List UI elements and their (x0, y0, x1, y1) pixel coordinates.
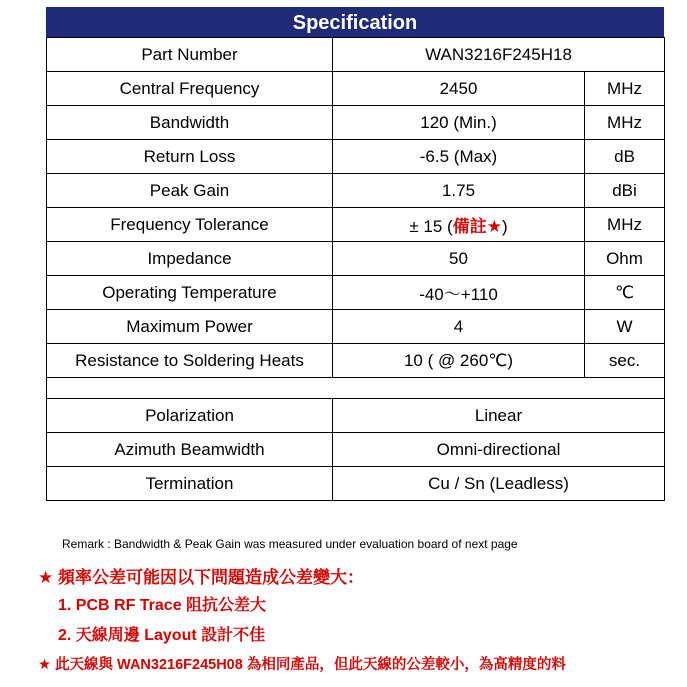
value-cell: -6.5 (Max) (333, 140, 585, 174)
value-cell: WAN3216F245H18 (333, 38, 665, 72)
table-row (47, 72, 665, 106)
unit-cell: ℃ (585, 276, 665, 310)
param-cell: Operating Temperature (47, 276, 333, 310)
table-row (47, 140, 665, 174)
unit-cell: sec. (585, 344, 665, 378)
table-row (47, 276, 665, 310)
param-cell: Azimuth Beamwidth (47, 433, 333, 467)
value-suffix: ) (501, 217, 508, 236)
value-cell: -40～+110 (333, 276, 585, 310)
unit-cell: dBi (585, 174, 665, 208)
value-cell: 4 (333, 310, 585, 344)
table-row (47, 174, 665, 208)
table-row (47, 310, 665, 344)
spacer-row (47, 378, 665, 399)
value-cell (333, 208, 585, 242)
star-icon: ★ (38, 568, 54, 587)
unit-cell: MHz (585, 208, 665, 242)
param-cell: Resistance to Soldering Heats (47, 344, 333, 378)
table-row (47, 242, 665, 276)
spec-grid (46, 37, 665, 501)
value-cell: Cu / Sn (Leadless) (333, 467, 665, 501)
param-cell: Peak Gain (47, 174, 333, 208)
specification-table (46, 7, 664, 501)
note-text: 頻率公差可能因以下問題造成公差變大： (57, 568, 364, 587)
param-cell: Return Loss (47, 140, 333, 174)
value-cell: 2450 (333, 72, 585, 106)
value-cell: 120 (Min.) (333, 106, 585, 140)
unit-cell: dB (585, 140, 665, 174)
note-item-2: 2. 天線周邊 Layout 設計不佳 (58, 627, 266, 644)
value-cell: Linear (333, 399, 665, 433)
value-cell: Omni-directional (333, 433, 665, 467)
table-row (47, 467, 665, 501)
table-row (47, 106, 665, 140)
note-line-4 (38, 653, 566, 674)
param-cell: Termination (47, 467, 333, 501)
param-cell: Part Number (47, 38, 333, 72)
unit-cell: Ohm (585, 242, 665, 276)
param-cell: Central Frequency (47, 72, 333, 106)
value-cell: 50 (333, 242, 585, 276)
star-icon: ★ (38, 657, 51, 673)
spacer-cell (47, 378, 665, 399)
note-reference: 備註★ (452, 217, 502, 236)
param-cell: Frequency Tolerance (47, 208, 333, 242)
param-cell: Bandwidth (47, 106, 333, 140)
table-row (47, 433, 665, 467)
unit-cell: W (585, 310, 665, 344)
table-row (47, 208, 665, 242)
note-text: 此天線與 WAN3216F245H08 為相同產品，但此天線的公差較小，為高精度的料 (55, 657, 566, 673)
table-row (47, 399, 665, 433)
value-text: ± 15 ( (409, 217, 453, 236)
value-cell: 10 ( @ 260℃) (333, 344, 585, 378)
value-cell: 1.75 (333, 174, 585, 208)
table-title: Specification (46, 7, 664, 37)
param-cell: Impedance (47, 242, 333, 276)
unit-cell: MHz (585, 72, 665, 106)
note-line-1 (38, 563, 364, 588)
remark-text: Remark : Bandwidth & Peak Gain was measured under evaluation board of next page (62, 537, 518, 551)
table-row (47, 38, 665, 72)
param-cell: Polarization (47, 399, 333, 433)
unit-cell: MHz (585, 106, 665, 140)
param-cell: Maximum Power (47, 310, 333, 344)
note-item-1: 1. PCB RF Trace 阻抗公差大 (58, 597, 267, 614)
table-row (47, 344, 665, 378)
